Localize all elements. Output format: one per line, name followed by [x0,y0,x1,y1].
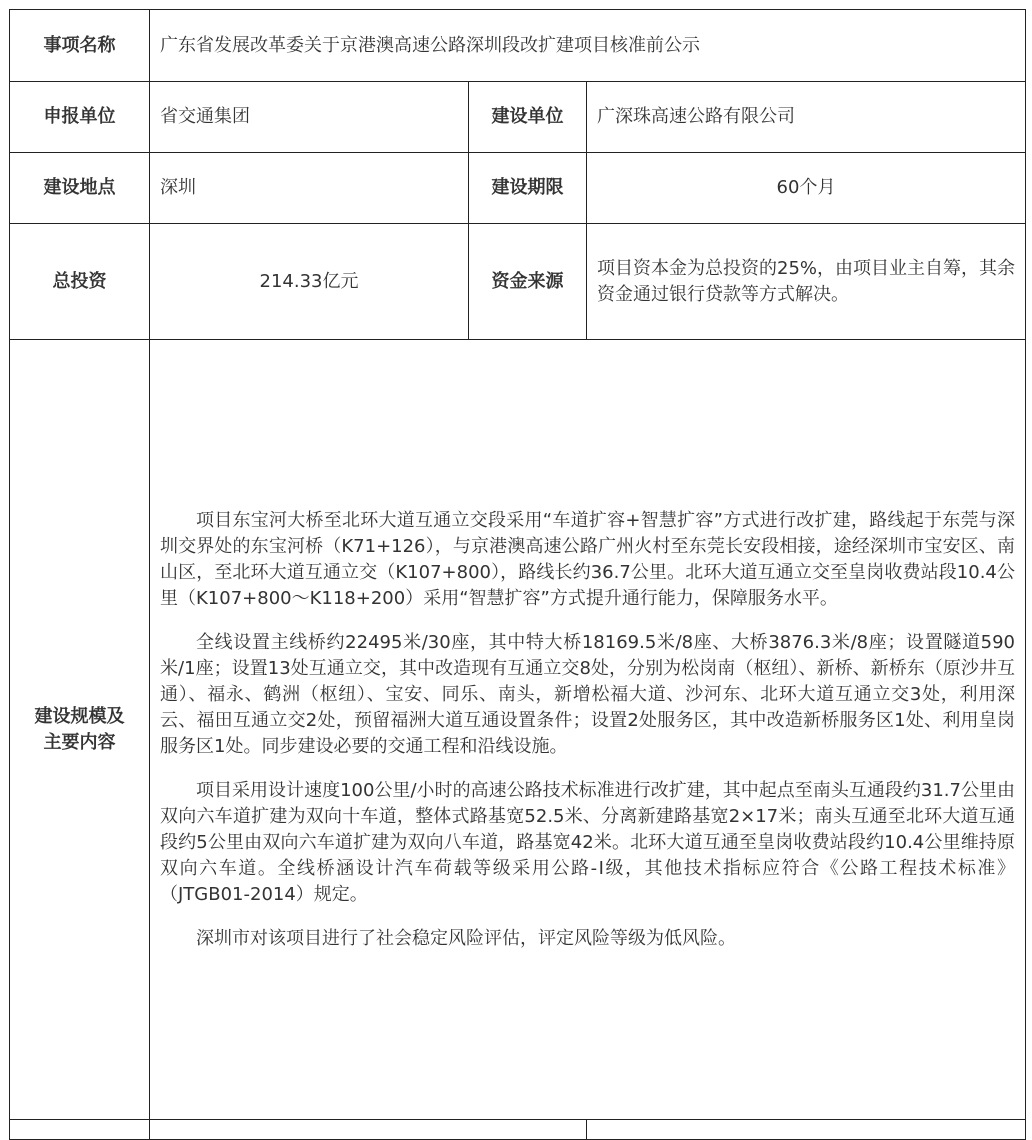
funding-label: 资金来源 [469,224,587,340]
row-next-partial [10,1120,1026,1140]
location-label: 建设地点 [10,153,150,224]
next-row-cell [150,1120,587,1140]
applicant-label: 申报单位 [10,82,150,153]
scale-paragraph: 项目东宝河大桥至北环大道互通立交段采用“车道扩容+智慧扩容”方式进行改扩建，路线起于东莞与深圳交界处的东宝河桥（K71+126），与京港澳高速公路广州火村至东莞长安段相接，途经深圳市宝安区、南山区，至北环大道互通立交（K107+800），路线长约36.7公里。北环大道互通立交至皇岗收费站段10.4公里（K107+800～K118+200）采用“智慧扩容”方式提升通行能力，保障服务水平。 [160,509,1015,609]
applicant-value: 省交通集团 [150,82,469,153]
scale-content [150,340,1026,1120]
period-label: 建设期限 [469,153,587,224]
scale-label [10,340,150,1120]
scale-paragraph: 全线设置主线桥约22495米/30座，其中特大桥18169.5米/8座、大桥3876.3米/8座；设置隧道590米/1座；设置13处互通立交，其中改造现有互通立交8处，分别为松岗南（枢纽）、新桥、新桥东（原沙井互通）、福永、鹤洲（枢纽）、宝安、同乐、南头，新增松福大道、沙河东、北环大道互通立交3处，利用深云、福田互通立交2处，预留福洲大道互通设置条件；设置2处服务区，其中改造新桥服务区1处、利用皇岗服务区1处。同步建设必要的交通工程和沿线设施。 [160,631,1015,757]
next-row-cell [10,1120,150,1140]
item-name-value: 广东省发展改革委关于京港澳高速公路深圳段改扩建项目核准前公示 [150,10,1026,82]
investment-value: 214.33亿元 [150,224,469,340]
approval-info-table [9,9,1026,1140]
builder-value: 广深珠高速公路有限公司 [587,82,1026,153]
row-scale [10,340,1026,1120]
scale-label-line1: 建设规模及 [34,705,125,727]
scale-paragraph: 项目采用设计速度100公里/小时的高速公路技术标准进行改扩建，其中起点至南头互通段约31.7公里由双向六车道扩建为双向十车道，整体式路基宽52.5米、分离新建路基宽2×17米；南头互通至北环大道互通段约5公里由双向六车道扩建为双向八车道，路基宽42米。北环大道互通至皇岗收费站段约10.4公里维持原双向六车道。全线桥涵设计汽车荷载等级采用公路-Ⅰ级，其他技术指标应符合《公路工程技术标准》（JTGB01-2014）规定。 [160,779,1015,905]
row-applicant [10,82,1026,153]
scale-label-line2: 主要内容 [43,731,116,753]
builder-label: 建设单位 [469,82,587,153]
row-investment [10,224,1026,340]
investment-label: 总投资 [10,224,150,340]
scale-paragraph: 深圳市对该项目进行了社会稳定风险评估，评定风险等级为低风险。 [196,927,736,949]
location-value: 深圳 [150,153,469,224]
row-item-name [10,10,1026,82]
item-name-label: 事项名称 [10,10,150,82]
funding-value: 项目资本金为总投资的25%，由项目业主自筹，其余资金通过银行贷款等方式解决。 [587,224,1026,340]
period-value: 60个月 [587,153,1026,224]
next-row-cell [587,1120,1026,1140]
row-location [10,153,1026,224]
